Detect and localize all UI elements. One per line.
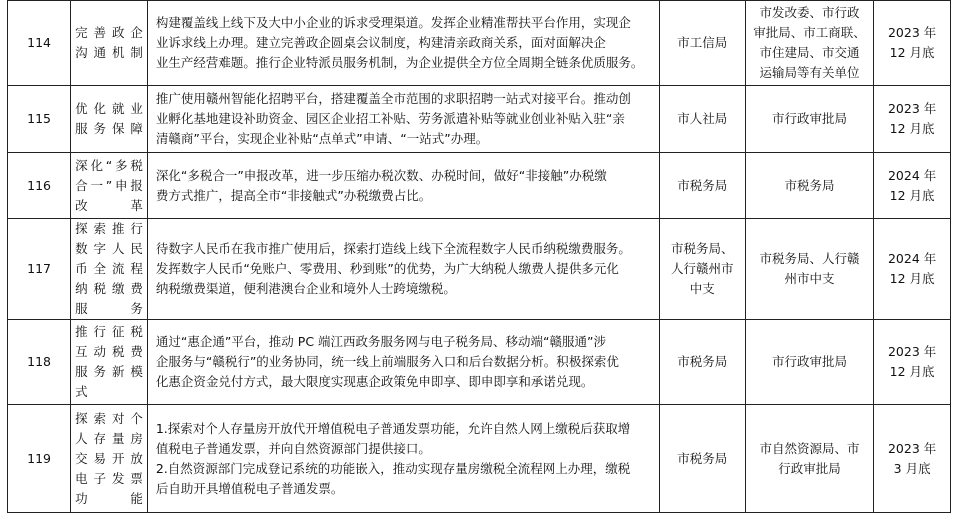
deadline-line: 2023 年: [887, 25, 937, 40]
item-description-cell: [147, 153, 659, 219]
policy-table: [7, 0, 951, 513]
item-name-line: 服务新模: [75, 364, 143, 379]
item-name-line: 交易开放: [75, 450, 143, 466]
lead-unit-line: 人行赣州市: [671, 261, 734, 276]
row-number-cell: 119: [8, 405, 71, 513]
cooperating-units-cell: [745, 1, 874, 86]
cooperating-units-line: 市自然资源局、市: [759, 440, 860, 456]
lead-unit-cell: [659, 320, 745, 405]
table-row: [8, 219, 951, 320]
item-name-cell: [71, 1, 148, 86]
lead-unit-line: 市税务局、: [671, 241, 734, 256]
lead-unit-line: 市人社局: [677, 111, 728, 126]
row-number-cell: 114: [8, 1, 71, 86]
cooperating-units-line: 审批局、市工商联、: [753, 25, 866, 40]
item-description-cell: [147, 86, 659, 153]
deadline-cell: [874, 1, 951, 86]
item-description-line: 发挥数字人民币“免账户、零费用、秒到账”的优势，为广大纳税人缴费人提供多元化: [155, 261, 619, 276]
cooperating-units-line: 市税务局、人行赣: [759, 251, 860, 266]
lead-unit-cell: [659, 405, 745, 513]
cooperating-units-line: 州市中支: [784, 271, 835, 286]
lead-unit-line: 市税务局: [677, 354, 728, 369]
deadline-cell: [874, 405, 951, 513]
item-name-line: 探索对个: [75, 410, 143, 426]
item-name-line: 沟通机制: [75, 45, 143, 60]
cooperating-units-line: 运输局等有关单位: [759, 65, 860, 80]
table-row: [8, 153, 951, 219]
item-name-line: 服务: [75, 301, 143, 316]
item-description-cell: [147, 219, 659, 320]
cooperating-units-cell: [745, 153, 874, 219]
item-name-line: 改革: [75, 197, 143, 213]
item-name-line: 完善政企: [75, 25, 143, 40]
item-description-line: 纳税缴费渠道，便利港澳台企业和境外人士跨境缴税。: [155, 281, 456, 296]
lead-unit-cell: [659, 153, 745, 219]
item-description-line: 深化“多税合一”申报改革，进一步压缩办税次数、办税时间，做好“非接触”办税缴: [155, 167, 607, 183]
lead-unit-line: 中支: [689, 281, 715, 296]
row-number-cell: 115: [8, 86, 71, 153]
deadline-cell: [874, 153, 951, 219]
deadline-line: 12 月底: [889, 364, 935, 379]
item-name-cell: [71, 320, 148, 405]
deadline-line: 12 月底: [889, 187, 935, 203]
item-name-cell: [71, 405, 148, 513]
item-name-cell: [71, 86, 148, 153]
cooperating-units-line: 市发改委、市行政: [759, 5, 860, 20]
item-description-line: 业诉求线上办理。建立完善政企圆桌会议制度，构建清亲政商关系，面对面解决企: [155, 35, 606, 50]
item-name-line: 服务保障: [75, 121, 143, 136]
deadline-line: 2023 年: [887, 101, 937, 116]
item-description-line: 化惠企资金兑付方式，最大限度实现惠企政策免申即享、即申即享和承诺兑现。: [155, 374, 594, 389]
item-description-line: 费方式推广，提高全市“非接触式”办税缴费占比。: [155, 187, 432, 203]
deadline-line: 12 月底: [889, 121, 935, 136]
item-name-line: 合一”申报: [75, 177, 143, 193]
cooperating-units-line: 市行政审批局: [771, 111, 847, 126]
item-name-line: 优化就业: [75, 101, 143, 116]
deadline-line: 2024 年: [887, 167, 937, 183]
item-name-line: 探索推行: [75, 221, 143, 236]
row-number-cell: 118: [8, 320, 71, 405]
item-description-line: 清赣商”平台，实现企业补贴“点单式”申请、“一站式”办理。: [155, 131, 489, 146]
lead-unit-cell: [659, 1, 745, 86]
table-row: [8, 86, 951, 153]
item-description-line: 业生产经营难题。推行企业特派员服务机制，为企业提供全方位全周期全链条优质服务。: [155, 55, 644, 70]
lead-unit-line: 市工信局: [677, 35, 728, 50]
deadline-cell: [874, 86, 951, 153]
item-name-line: 互动税费: [75, 344, 143, 359]
table-row: [8, 320, 951, 405]
deadline-line: 2024 年: [887, 251, 937, 266]
deadline-line: 2023 年: [887, 344, 937, 359]
cooperating-units-line: 市税务局: [784, 177, 835, 193]
item-name-line: 深化“多税: [75, 157, 143, 173]
item-description-cell: [147, 405, 659, 513]
item-name-line: 式: [75, 384, 88, 399]
cooperating-units-cell: [745, 320, 874, 405]
deadline-line: 12 月底: [889, 271, 935, 286]
item-description-line: 待数字人民币在我市推广使用后，探索打造线上线下全流程数字人民币纳税缴费服务。: [155, 241, 631, 256]
item-description-cell: [147, 320, 659, 405]
item-name-line: 纳税缴费: [75, 281, 143, 296]
item-name-line: 电子发票: [75, 470, 143, 486]
item-description-line: 推广使用赣州智能化招聘平台，搭建覆盖全市范围的求职招聘一站式对接平台。推动创: [155, 91, 631, 106]
row-number-cell: 117: [8, 219, 71, 320]
deadline-cell: [874, 320, 951, 405]
item-name-cell: [71, 153, 148, 219]
cooperating-units-line: 行政审批局: [778, 460, 841, 476]
item-name-cell: [71, 219, 148, 320]
cooperating-units-cell: [745, 86, 874, 153]
lead-unit-line: 市税务局: [677, 450, 728, 466]
cooperating-units-cell: [745, 219, 874, 320]
deadline-line: 3 月底: [893, 460, 931, 476]
cooperating-units-line: 市住建局、市交通: [759, 45, 860, 60]
lead-unit-cell: [659, 86, 745, 153]
table-row: [8, 405, 951, 513]
item-description-line: 1.探索对个人存量房开放代开增值税电子普通发票功能，允许自然人网上缴税后获取增: [155, 420, 631, 436]
item-description-line: 业孵化基地建设补助资金、园区企业招工补贴、劳务派遣补贴等就业创业补贴入驻“亲: [155, 111, 625, 126]
row-number-cell: 116: [8, 153, 71, 219]
item-description-line: 构建覆盖线上线下及大中小企业的诉求受理渠道。发挥企业精准帮扶平台作用，实现企: [155, 15, 631, 30]
item-description-line: 2.自然资源部门完成登记系统的功能嵌入，推动实现存量房缴税全流程网上办理，缴税: [155, 460, 631, 476]
item-description-line: 值税电子普通发票，并向自然资源部门提供接口。: [155, 440, 431, 456]
item-description-cell: [147, 1, 659, 86]
item-name-line: 功能: [75, 490, 143, 506]
cooperating-units-line: 市行政审批局: [771, 354, 847, 369]
deadline-line: 12 月底: [889, 45, 935, 60]
item-name-line: 推行征税: [75, 324, 143, 339]
item-description-line: 通过“惠企通”平台，推动 PC 端江西政务服务网与电子税务局、移动端“赣服通”涉: [155, 334, 606, 349]
item-name-line: 数字人民: [75, 241, 143, 256]
table-body: [8, 1, 951, 513]
item-name-line: 币全流程: [75, 261, 143, 276]
deadline-line: 2023 年: [887, 440, 937, 456]
item-description-line: 企服务与“赣税行”的业务协同，统一线上前端服务入口和后台数据分析。积极探索优: [155, 354, 619, 369]
item-name-line: 人存量房: [75, 430, 143, 446]
item-description-line: 后自助开具增值税电子普通发票。: [155, 480, 344, 496]
deadline-cell: [874, 219, 951, 320]
cooperating-units-cell: [745, 405, 874, 513]
table-row: [8, 1, 951, 86]
lead-unit-cell: [659, 219, 745, 320]
lead-unit-line: 市税务局: [677, 177, 728, 193]
